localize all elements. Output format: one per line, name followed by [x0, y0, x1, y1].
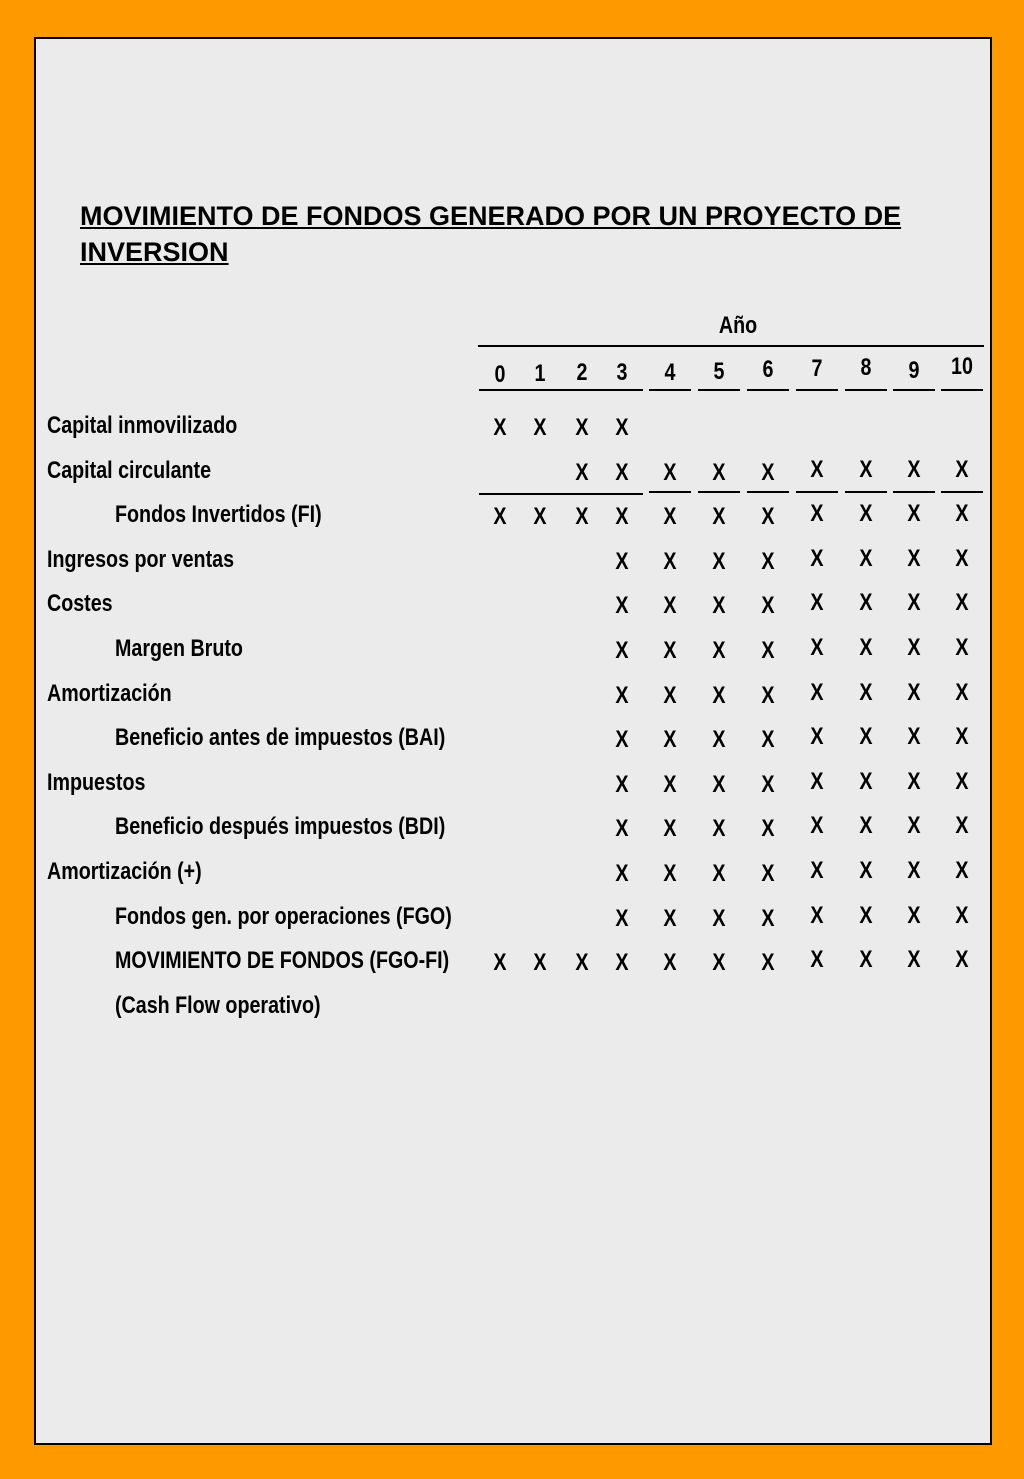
row-11-year-10-mark: X: [955, 901, 969, 929]
row-11-year-8-mark: X: [859, 901, 873, 929]
row-3-year-5-mark: X: [712, 547, 726, 575]
row-12-year-3-mark: X: [615, 949, 629, 977]
subtotal-rule-year-1: [519, 493, 561, 495]
year-3-header: 3: [616, 359, 628, 386]
row-6-year-7-mark: X: [810, 678, 824, 706]
year-4-header: 4: [664, 359, 676, 386]
row-label: Margen Bruto: [115, 635, 243, 662]
subtotal-rule-year-10: [941, 491, 983, 493]
row-label: Costes: [47, 590, 113, 618]
year-8-header: 8: [860, 354, 872, 381]
row-12-year-7-mark: X: [810, 946, 824, 974]
year-4-header-rule: [649, 389, 691, 391]
row-3-year-8-mark: X: [859, 544, 873, 572]
row-label: (Cash Flow operativo): [115, 991, 321, 1019]
year-9-header: 9: [908, 357, 920, 384]
row-11-year-9-mark: X: [907, 901, 921, 929]
row-label: Fondos Invertidos (FI): [115, 501, 322, 529]
row-11-year-5-mark: X: [712, 904, 726, 932]
row-8-year-8-mark: X: [859, 767, 873, 795]
row-label: Capital inmovilizado: [47, 412, 238, 439]
row-2-year-6-mark: X: [761, 503, 775, 531]
row-2-year-1-mark: X: [533, 503, 547, 531]
year-10-header-rule: [941, 389, 983, 391]
row-1-year-10-mark: X: [955, 455, 969, 483]
row-0-year-3-mark: X: [615, 414, 629, 441]
year-0-header-rule: [479, 389, 521, 391]
year-2-header-rule: [561, 389, 603, 391]
row-4-year-8-mark: X: [859, 589, 873, 617]
subtotal-rule-year-7: [796, 491, 838, 493]
row-9-year-10-mark: X: [955, 812, 969, 840]
row-12-year-8-mark: X: [859, 946, 873, 974]
row-3-year-10-mark: X: [955, 544, 969, 572]
row-4-year-9-mark: X: [907, 589, 921, 617]
row-7-year-8-mark: X: [859, 723, 873, 751]
year-6-header-rule: [747, 389, 789, 391]
subtotal-rule-year-2: [561, 493, 603, 495]
row-10-year-10-mark: X: [955, 857, 969, 884]
row-9-year-6-mark: X: [761, 815, 775, 843]
year-2-header: 2: [576, 359, 588, 386]
row-11-year-3-mark: X: [615, 904, 629, 932]
row-8-year-6-mark: X: [761, 770, 775, 798]
row-4-year-5-mark: X: [712, 592, 726, 620]
year-7-header-rule: [796, 389, 838, 391]
row-7-year-9-mark: X: [907, 723, 921, 751]
row-2-year-3-mark: X: [615, 503, 629, 531]
year-1-header-rule: [519, 389, 561, 391]
subtotal-rule-year-8: [845, 491, 887, 493]
row-7-year-10-mark: X: [955, 723, 969, 751]
row-12-year-1-mark: X: [533, 949, 547, 977]
row-1-year-9-mark: X: [907, 455, 921, 483]
subtotal-rule-year-5: [698, 491, 740, 493]
row-5-year-8-mark: X: [859, 634, 873, 661]
row-1-year-7-mark: X: [810, 455, 824, 483]
row-1-year-5-mark: X: [712, 458, 726, 486]
subtotal-rule-year-4: [649, 491, 691, 493]
row-2-year-7-mark: X: [810, 500, 824, 528]
row-9-year-4-mark: X: [663, 815, 677, 843]
row-12-year-5-mark: X: [712, 949, 726, 977]
year-header-rule: [478, 345, 984, 347]
row-label: Ingresos por ventas: [47, 545, 235, 573]
row-2-year-0-mark: X: [493, 503, 507, 531]
row-11-year-4-mark: X: [663, 904, 677, 932]
row-1-year-6-mark: X: [761, 458, 775, 486]
row-11-year-7-mark: X: [810, 901, 824, 929]
row-label: Capital circulante: [47, 456, 212, 484]
row-12-year-6-mark: X: [761, 949, 775, 977]
year-1-header: 1: [534, 360, 546, 387]
row-6-year-5-mark: X: [712, 681, 726, 709]
row-6-year-3-mark: X: [615, 681, 629, 709]
year-5-header: 5: [713, 358, 725, 385]
row-9-year-9-mark: X: [907, 812, 921, 840]
row-0-year-1-mark: X: [533, 414, 547, 441]
row-3-year-7-mark: X: [810, 544, 824, 572]
row-4-year-10-mark: X: [955, 589, 969, 617]
row-4-year-6-mark: X: [761, 592, 775, 620]
row-7-year-5-mark: X: [712, 726, 726, 754]
row-label: Beneficio antes de impuestos (BAI): [115, 724, 446, 752]
row-5-year-10-mark: X: [955, 634, 969, 661]
row-6-year-8-mark: X: [859, 678, 873, 706]
year-7-header: 7: [811, 355, 823, 382]
row-label: Impuestos: [47, 768, 146, 796]
row-6-year-10-mark: X: [955, 678, 969, 706]
row-9-year-5-mark: X: [712, 815, 726, 843]
row-12-year-10-mark: X: [955, 946, 969, 974]
row-0-year-0-mark: X: [493, 414, 507, 441]
subtotal-rule-year-3: [601, 493, 643, 495]
row-5-year-6-mark: X: [761, 637, 775, 664]
row-9-year-8-mark: X: [859, 812, 873, 840]
row-5-year-4-mark: X: [663, 637, 677, 664]
year-9-header-rule: [893, 389, 935, 391]
row-2-year-4-mark: X: [663, 503, 677, 531]
row-label: Amortización: [47, 679, 172, 707]
subtotal-rule-year-9: [893, 491, 935, 493]
row-8-year-5-mark: X: [712, 770, 726, 798]
row-2-year-2-mark: X: [575, 503, 589, 531]
row-1-year-2-mark: X: [575, 458, 589, 486]
row-label: Amortización (+): [47, 858, 202, 885]
row-12-year-4-mark: X: [663, 949, 677, 977]
year-8-header-rule: [845, 389, 887, 391]
row-6-year-9-mark: X: [907, 678, 921, 706]
row-7-year-7-mark: X: [810, 723, 824, 751]
row-7-year-3-mark: X: [615, 726, 629, 754]
row-0-year-2-mark: X: [575, 414, 589, 441]
row-6-year-6-mark: X: [761, 681, 775, 709]
row-5-year-9-mark: X: [907, 634, 921, 661]
row-7-year-6-mark: X: [761, 726, 775, 754]
year-5-header-rule: [698, 389, 740, 391]
row-3-year-4-mark: X: [663, 547, 677, 575]
row-9-year-7-mark: X: [810, 812, 824, 840]
row-label: MOVIMIENTO DE FONDOS (FGO-FI): [115, 947, 450, 975]
row-2-year-10-mark: X: [955, 500, 969, 528]
year-header: Año: [718, 312, 758, 339]
row-4-year-4-mark: X: [663, 592, 677, 620]
row-1-year-8-mark: X: [859, 455, 873, 483]
row-12-year-9-mark: X: [907, 946, 921, 974]
row-3-year-3-mark: X: [615, 547, 629, 575]
subtotal-rule-year-6: [747, 491, 789, 493]
row-5-year-7-mark: X: [810, 634, 824, 661]
row-4-year-7-mark: X: [810, 589, 824, 617]
year-10-header: 10: [951, 353, 973, 380]
row-5-year-5-mark: X: [712, 637, 726, 664]
row-7-year-4-mark: X: [663, 726, 677, 754]
year-0-header: 0: [494, 361, 506, 388]
row-8-year-3-mark: X: [615, 770, 629, 798]
row-8-year-10-mark: X: [955, 767, 969, 795]
row-8-year-4-mark: X: [663, 770, 677, 798]
row-2-year-5-mark: X: [712, 503, 726, 531]
row-11-year-6-mark: X: [761, 904, 775, 932]
row-10-year-5-mark: X: [712, 860, 726, 887]
row-3-year-6-mark: X: [761, 547, 775, 575]
row-2-year-9-mark: X: [907, 500, 921, 528]
row-10-year-6-mark: X: [761, 860, 775, 887]
row-8-year-7-mark: X: [810, 767, 824, 795]
row-8-year-9-mark: X: [907, 767, 921, 795]
row-2-year-8-mark: X: [859, 500, 873, 528]
row-3-year-9-mark: X: [907, 544, 921, 572]
row-5-year-3-mark: X: [615, 637, 629, 664]
row-label: Fondos gen. por operaciones (FGO): [115, 902, 452, 930]
row-10-year-3-mark: X: [615, 860, 629, 887]
row-10-year-4-mark: X: [663, 860, 677, 887]
row-label: Beneficio después impuestos (BDI): [115, 813, 446, 841]
year-6-header: 6: [762, 356, 774, 383]
row-9-year-3-mark: X: [615, 815, 629, 843]
page-title: MOVIMIENTO DE FONDOS GENERADO POR UN PROYECTO DE INVERSION: [80, 201, 902, 267]
row-12-year-0-mark: X: [493, 949, 507, 977]
row-1-year-3-mark: X: [615, 458, 629, 486]
row-1-year-4-mark: X: [663, 458, 677, 486]
row-10-year-9-mark: X: [907, 857, 921, 884]
year-3-header-rule: [601, 389, 643, 391]
row-10-year-8-mark: X: [859, 857, 873, 884]
row-12-year-2-mark: X: [575, 949, 589, 977]
row-6-year-4-mark: X: [663, 681, 677, 709]
subtotal-rule-year-0: [479, 493, 521, 495]
row-10-year-7-mark: X: [810, 857, 824, 884]
row-4-year-3-mark: X: [615, 592, 629, 620]
